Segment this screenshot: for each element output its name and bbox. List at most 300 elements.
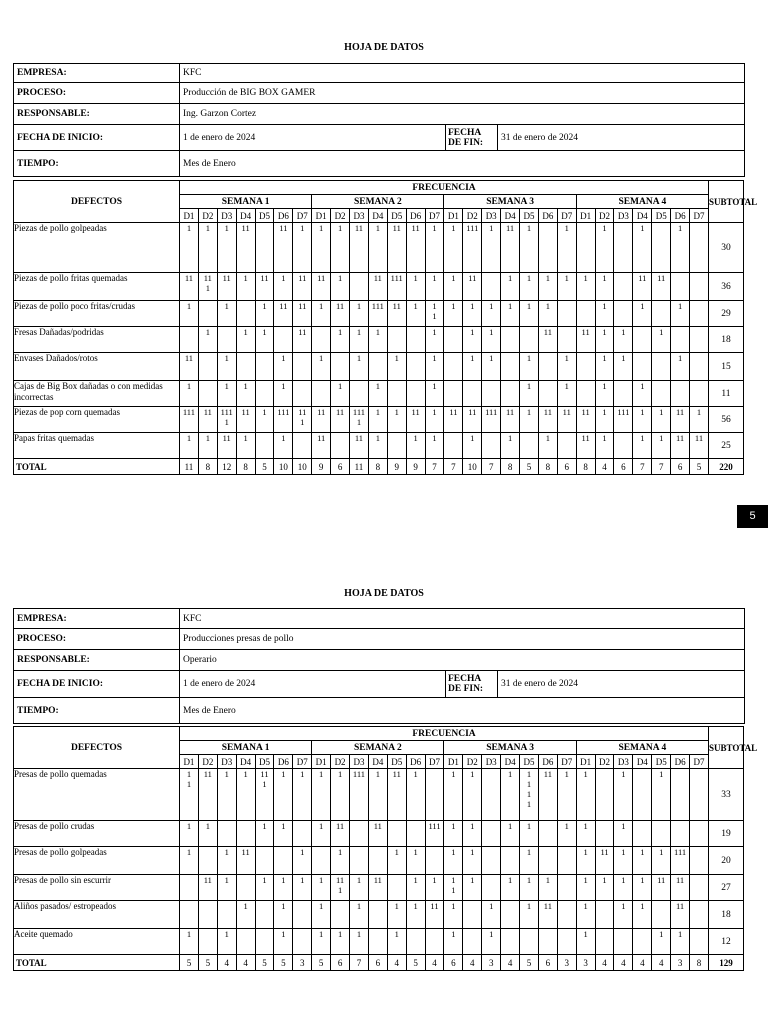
tally-cell [274, 847, 293, 875]
defect-label: Cajas de Big Box dañadas o con medidas incorrectas [14, 381, 180, 407]
tally-cell [538, 381, 557, 407]
tally-cell [293, 821, 312, 847]
tally-cell: 11 [198, 769, 217, 821]
day-header: D3 [217, 755, 236, 769]
tally-cell: 1 [501, 433, 520, 459]
tally-cell: 11 [557, 407, 576, 433]
total-cell: 4 [595, 955, 614, 971]
day-header: D2 [595, 755, 614, 769]
tally-cell: 1 [406, 847, 425, 875]
day-header: D4 [236, 755, 255, 769]
day-header: D2 [463, 755, 482, 769]
tally-cell [538, 223, 557, 273]
tally-cell: 1 [520, 353, 539, 381]
tally-cell [463, 901, 482, 929]
total-cell: 7 [633, 459, 652, 475]
week-header: SEMANA 2 [312, 741, 444, 755]
tally-cell [557, 433, 576, 459]
tally-cell [690, 381, 709, 407]
tally-cell: 1 [652, 847, 671, 875]
tally-cell [406, 929, 425, 955]
tally-cell [331, 433, 350, 459]
tally-cell [538, 929, 557, 955]
tally-cell: 11 [198, 407, 217, 433]
tally-cell: 11 [217, 273, 236, 301]
day-header: D2 [331, 209, 350, 223]
empresa-label: EMPRESA: [14, 64, 180, 83]
tally-cell: 1 [274, 769, 293, 821]
tally-cell: 111 [387, 273, 406, 301]
tally-cell: 1 [501, 273, 520, 301]
tally-cell [180, 327, 199, 353]
total-cell: 7 [425, 459, 444, 475]
day-header: D5 [387, 755, 406, 769]
tally-cell [236, 929, 255, 955]
tally-cell: 11 [312, 273, 331, 301]
tally-cell: 111 [350, 769, 369, 821]
tally-cell [538, 821, 557, 847]
tally-cell [425, 847, 444, 875]
tally-cell [690, 929, 709, 955]
tally-cell: 1 [614, 847, 633, 875]
tally-cell: 1 [520, 273, 539, 301]
week-header: SEMANA 4 [576, 741, 708, 755]
tally-cell: 1 [444, 821, 463, 847]
tally-cell [614, 433, 633, 459]
day-header: D1 [576, 755, 595, 769]
tally-cell: 1 [463, 769, 482, 821]
tally-cell: 1 [350, 327, 369, 353]
tally-cell: 1 [633, 901, 652, 929]
tally-cell: 11 [576, 433, 595, 459]
tally-cell: 1 [180, 381, 199, 407]
tally-cell: 11 [463, 273, 482, 301]
tally-cell [576, 301, 595, 327]
total-cell: 6 [538, 955, 557, 971]
total-cell: 3 [576, 955, 595, 971]
tally-cell: 1 [463, 875, 482, 901]
day-header: D1 [444, 755, 463, 769]
tally-cell [538, 847, 557, 875]
tally-cell: 1 [463, 433, 482, 459]
tally-cell: 1 [312, 901, 331, 929]
tally-cell: 1 [501, 875, 520, 901]
tally-cell [690, 821, 709, 847]
total-cell: 9 [387, 459, 406, 475]
day-header: D3 [350, 755, 369, 769]
day-header: D5 [255, 755, 274, 769]
tally-cell [255, 381, 274, 407]
tally-cell [198, 381, 217, 407]
subtotal-cell: 36 [708, 273, 743, 301]
tally-cell [387, 821, 406, 847]
responsable-value: Ing. Garzon Cortez [180, 104, 745, 125]
tally-cell [652, 353, 671, 381]
tally-cell: 11 [387, 769, 406, 821]
tally-cell [180, 901, 199, 929]
tally-cell: 11 [652, 875, 671, 901]
day-header: D5 [652, 755, 671, 769]
tally-cell: 11 [444, 407, 463, 433]
defect-label: Aceite quemado [14, 929, 180, 955]
tally-cell [444, 433, 463, 459]
tally-cell: 1 [255, 821, 274, 847]
tally-cell: 1 [236, 769, 255, 821]
total-cell: 6 [331, 955, 350, 971]
tally-cell: 1 [463, 327, 482, 353]
tally-cell: 1 [482, 327, 501, 353]
tally-cell [425, 929, 444, 955]
responsable-value: Operario [180, 650, 745, 671]
sheet-title: HOJA DE DATOS [344, 42, 424, 53]
tally-cell: 1 [331, 273, 350, 301]
tally-cell: 1 [312, 821, 331, 847]
tally-cell: 1 [595, 327, 614, 353]
day-header: D3 [482, 209, 501, 223]
tally-cell: 1 [406, 875, 425, 901]
tally-cell [652, 381, 671, 407]
tally-cell [614, 929, 633, 955]
empresa-value: KFC [180, 64, 745, 83]
tally-cell: 1 [406, 433, 425, 459]
tally-cell [595, 901, 614, 929]
tally-cell: 1 [331, 847, 350, 875]
tally-cell: 1 [557, 821, 576, 847]
total-cell: 8 [690, 955, 709, 971]
day-header: D3 [482, 755, 501, 769]
total-cell: 3 [293, 955, 312, 971]
grand-total: 220 [708, 459, 743, 475]
subtotal-cell: 15 [708, 353, 743, 381]
tally-cell: 11 [671, 901, 690, 929]
tally-cell [633, 929, 652, 955]
defect-label: Piezas de pollo fritas quemadas [14, 273, 180, 301]
tally-cell: 11 [293, 301, 312, 327]
day-header: D5 [520, 209, 539, 223]
tally-cell [557, 847, 576, 875]
tally-cell: 11 [538, 327, 557, 353]
total-cell: 7 [444, 459, 463, 475]
tally-cell [368, 929, 387, 955]
total-cell: 11 [350, 459, 369, 475]
tally-cell: 1 [595, 273, 614, 301]
tally-cell: 1 [520, 301, 539, 327]
tally-cell [387, 875, 406, 901]
tally-cell [690, 353, 709, 381]
total-cell: 5 [198, 955, 217, 971]
tally-cell [387, 433, 406, 459]
tally-cell [520, 433, 539, 459]
tally-cell: 1 [652, 433, 671, 459]
tally-cell [198, 353, 217, 381]
defect-row [14, 353, 744, 381]
tally-cell [368, 901, 387, 929]
total-cell: 4 [652, 955, 671, 971]
tally-cell [671, 327, 690, 353]
total-cell: 4 [387, 955, 406, 971]
tally-cell: 1 [331, 769, 350, 821]
proceso-label: PROCESO: [14, 629, 180, 650]
tally-cell [406, 821, 425, 847]
defect-label: Piezas de pollo golpeadas [14, 223, 180, 273]
subtotal-cell: 27 [708, 875, 743, 901]
tally-cell: 1 [576, 273, 595, 301]
day-header: D3 [350, 209, 369, 223]
subtotal-header: SUBTOTAL [708, 727, 743, 769]
tally-cell [444, 327, 463, 353]
tally-cell: 1 [671, 929, 690, 955]
tally-cell: 11 [671, 407, 690, 433]
tally-cell: 1 [463, 353, 482, 381]
tally-cell: 1 [614, 875, 633, 901]
total-cell: 4 [463, 955, 482, 971]
tally-cell: 1 [595, 353, 614, 381]
tally-cell: 1 [520, 223, 539, 273]
tally-cell: 1 [312, 875, 331, 901]
total-cell: 8 [538, 459, 557, 475]
tally-cell: 1 [425, 327, 444, 353]
tally-cell: 1 [425, 273, 444, 301]
tally-cell [293, 901, 312, 929]
tally-cell: 1 [387, 847, 406, 875]
tally-cell: 11 1 [293, 407, 312, 433]
tally-cell [198, 301, 217, 327]
tally-cell [198, 929, 217, 955]
tally-cell: 1 [576, 847, 595, 875]
tally-cell: 1 [255, 407, 274, 433]
tally-cell: 11 [368, 273, 387, 301]
defect-row [14, 821, 744, 847]
tally-cell [217, 821, 236, 847]
tally-cell: 111 [368, 301, 387, 327]
tally-cell [425, 769, 444, 821]
day-header: D6 [274, 755, 293, 769]
tally-cell: 1 [350, 353, 369, 381]
tally-cell: 1 [501, 821, 520, 847]
tally-cell: 1 1 [425, 301, 444, 327]
tally-cell [444, 381, 463, 407]
tally-cell: 1 [595, 223, 614, 273]
tally-cell [633, 353, 652, 381]
tally-cell: 1 [501, 769, 520, 821]
tally-cell: 11 [387, 301, 406, 327]
tally-cell: 1 [482, 301, 501, 327]
total-cell: 4 [425, 955, 444, 971]
tally-cell: 1 [595, 407, 614, 433]
tally-cell: 11 [274, 223, 293, 273]
day-header: D1 [180, 209, 199, 223]
tally-cell: 1 [331, 223, 350, 273]
tally-cell: 1 [255, 301, 274, 327]
tally-cell: 1 [425, 381, 444, 407]
tally-cell [463, 381, 482, 407]
tally-cell: 1 [557, 223, 576, 273]
tally-cell [482, 273, 501, 301]
subtotal-cell: 18 [708, 901, 743, 929]
tally-cell: 1 [387, 929, 406, 955]
week-header: SEMANA 3 [444, 741, 576, 755]
tally-cell: 11 1 [331, 875, 350, 901]
tally-cell: 1 [312, 353, 331, 381]
responsable-label: RESPONSABLE: [14, 104, 180, 125]
tally-cell: 1 [576, 901, 595, 929]
tally-cell: 1 [520, 901, 539, 929]
fecha-fin-label: FECHA DE FIN: [446, 125, 498, 151]
tally-cell: 11 [236, 407, 255, 433]
day-header: D2 [595, 209, 614, 223]
tally-cell: 111 [463, 223, 482, 273]
total-cell: 5 [520, 955, 539, 971]
tally-cell [633, 327, 652, 353]
total-cell: 4 [501, 955, 520, 971]
subtotal-header: SUBTOTAL [708, 181, 743, 223]
day-header: D6 [406, 209, 425, 223]
total-cell: 5 [312, 955, 331, 971]
tally-cell [255, 433, 274, 459]
subtotal-cell: 25 [708, 433, 743, 459]
tally-cell [236, 821, 255, 847]
tally-cell: 1 [368, 433, 387, 459]
frecuencia-header: FRECUENCIA [180, 181, 709, 195]
tally-cell [198, 847, 217, 875]
tally-cell: 1 [614, 327, 633, 353]
tally-cell: 1 [557, 381, 576, 407]
total-cell: 5 [690, 459, 709, 475]
defect-row [14, 875, 744, 901]
tally-cell [387, 381, 406, 407]
total-cell: 6 [331, 459, 350, 475]
tally-cell: 11 [180, 273, 199, 301]
day-header: D1 [312, 755, 331, 769]
tally-cell: 11 [368, 875, 387, 901]
day-header: D6 [538, 755, 557, 769]
tally-cell: 1 [576, 821, 595, 847]
tally-cell: 11 [312, 407, 331, 433]
total-cell: 3 [557, 955, 576, 971]
tally-cell [255, 847, 274, 875]
day-header: D7 [557, 755, 576, 769]
defect-label: Piezas de pollo poco fritas/crudas [14, 301, 180, 327]
subtotal-cell: 29 [708, 301, 743, 327]
tally-cell [690, 327, 709, 353]
tally-cell: 11 [368, 821, 387, 847]
tally-cell: 1 1 [180, 769, 199, 821]
day-header: D7 [425, 755, 444, 769]
defect-row [14, 433, 744, 459]
tally-cell [444, 353, 463, 381]
tally-cell: 11 [538, 407, 557, 433]
total-cell: 5 [406, 955, 425, 971]
tally-cell: 1 [444, 901, 463, 929]
tally-cell [690, 301, 709, 327]
tally-cell: 11 [406, 223, 425, 273]
total-cell: 6 [614, 459, 633, 475]
tally-cell: 1 [350, 301, 369, 327]
tally-cell [652, 301, 671, 327]
defect-row [14, 847, 744, 875]
tally-cell: 1 [368, 407, 387, 433]
tally-cell: 11 [425, 901, 444, 929]
tally-cell: 11 [236, 847, 255, 875]
tally-cell [501, 327, 520, 353]
tally-cell [350, 847, 369, 875]
week-header: SEMANA 1 [180, 741, 312, 755]
tally-cell: 1 [255, 327, 274, 353]
tally-cell [255, 929, 274, 955]
tally-cell: 1 [236, 901, 255, 929]
tally-cell [576, 381, 595, 407]
defect-row [14, 273, 744, 301]
tally-cell [312, 847, 331, 875]
tally-cell [576, 223, 595, 273]
day-header: D5 [387, 209, 406, 223]
tally-cell [482, 433, 501, 459]
tally-cell: 1 [538, 273, 557, 301]
day-header: D6 [671, 755, 690, 769]
tally-cell: 1 [406, 273, 425, 301]
tally-cell: 11 1 [255, 769, 274, 821]
tally-cell: 11 [576, 327, 595, 353]
frequency-table [13, 180, 758, 475]
proceso-value: Producción de BIG BOX GAMER [180, 83, 745, 104]
tally-cell: 1 [198, 327, 217, 353]
tally-cell: 1 [425, 223, 444, 273]
tally-cell: 1 [312, 769, 331, 821]
frecuencia-header: FRECUENCIA [180, 727, 709, 741]
tally-cell [652, 821, 671, 847]
tally-cell [557, 875, 576, 901]
tally-cell [406, 353, 425, 381]
tally-cell: 11 [652, 273, 671, 301]
fecha-inicio-value: 1 de enero de 2024 [180, 125, 446, 151]
day-header: D7 [690, 755, 709, 769]
day-header: D3 [614, 209, 633, 223]
tally-cell [520, 929, 539, 955]
tally-cell [690, 901, 709, 929]
day-header: D4 [633, 755, 652, 769]
tally-cell: 1 [595, 433, 614, 459]
tally-cell: 1 [690, 407, 709, 433]
tally-cell: 1 [217, 223, 236, 273]
tally-cell: 1 [671, 301, 690, 327]
tally-cell: 1 [180, 847, 199, 875]
total-cell: 4 [614, 955, 633, 971]
tally-cell: 1 [520, 847, 539, 875]
info-table [13, 608, 745, 724]
tally-cell: 1 [425, 433, 444, 459]
tally-cell [312, 327, 331, 353]
tally-cell [595, 929, 614, 955]
day-header: D7 [425, 209, 444, 223]
tally-cell: 1 [274, 901, 293, 929]
tally-cell [690, 847, 709, 875]
total-cell: 7 [482, 459, 501, 475]
tally-cell [293, 929, 312, 955]
tally-cell: 11 [293, 327, 312, 353]
proceso-value: Producciones presas de pollo [180, 629, 745, 650]
tally-cell: 11 [406, 407, 425, 433]
tally-cell: 1 [482, 353, 501, 381]
tally-cell: 1 [614, 821, 633, 847]
tally-cell [463, 929, 482, 955]
tally-cell: 1 [312, 301, 331, 327]
tally-cell: 1 [633, 381, 652, 407]
day-header: D4 [501, 755, 520, 769]
day-header: D7 [690, 209, 709, 223]
tally-cell: 1 [538, 875, 557, 901]
tally-cell: 1 [217, 353, 236, 381]
week-header: SEMANA 2 [312, 195, 444, 209]
